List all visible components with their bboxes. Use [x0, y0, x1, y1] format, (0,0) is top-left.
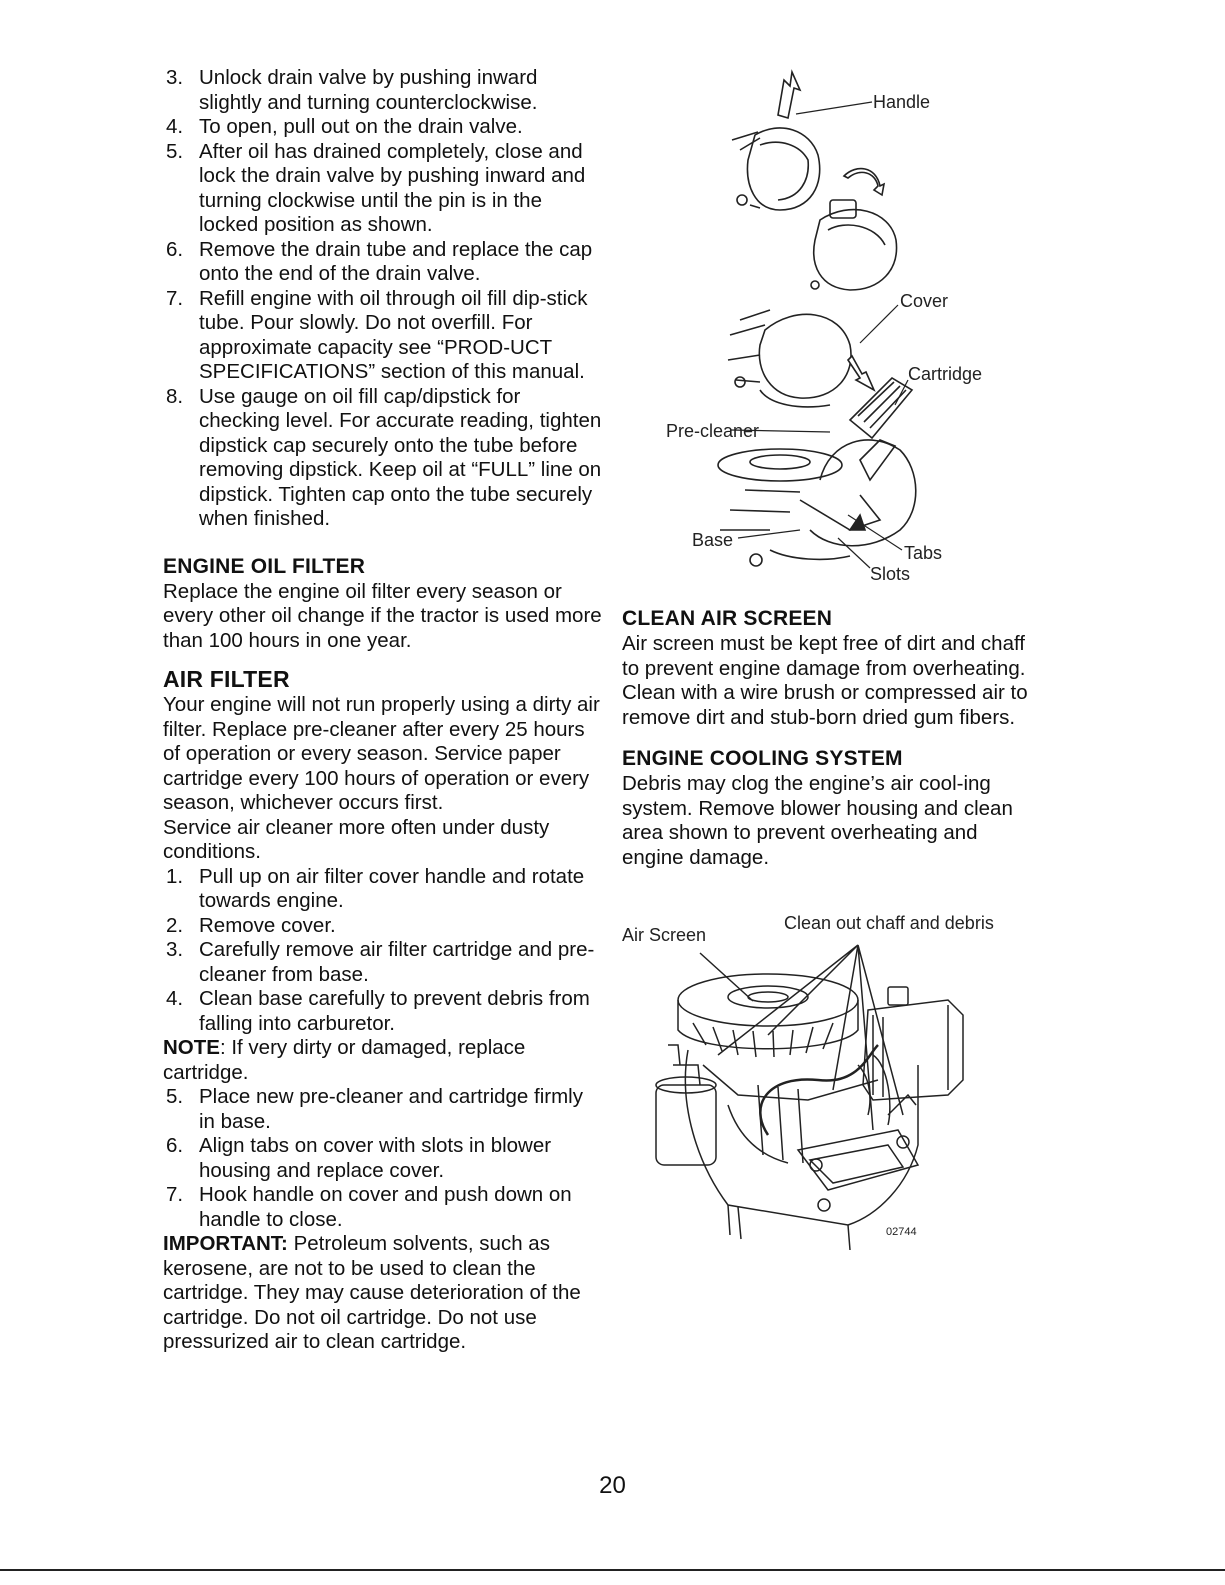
base-label: Base — [692, 530, 734, 550]
engine-oil-filter-text: Replace the engine oil filter every season or every other oil change if the tractor is used more than 100 hours in one year. — [163, 579, 602, 652]
clean-out-label: Clean out chaff and debris — [784, 913, 994, 933]
list-item: 1. Pull up on air filter cover handle and rotate towards engine. — [166, 864, 585, 912]
up-arrow-icon — [778, 72, 800, 118]
air-filter-exploded-diagram — [660, 60, 1020, 590]
engine-cooling-text: Debris may clog the engine’s air cool-ing system. Remove blower housing and clean area shown to prevent overheating and engine damage. — [622, 772, 1013, 869]
list-item: 3. Unlock drain valve by pushing inward slightly and turning counterclockwise. — [166, 66, 538, 114]
page-number: 20 — [599, 1472, 626, 1499]
slots-label: Slots — [870, 564, 911, 584]
engine-oil-filter-heading: ENGINE OIL FILTER — [163, 554, 366, 578]
air-screen-label: Air Screen — [622, 925, 707, 945]
list-item: 5. After oil has drained completely, close and lock the drain valve by pushing inward and turning clockwise until the pin is in the locked position as shown. — [166, 139, 586, 236]
down-arrow-icon — [848, 356, 874, 390]
engine-cooling-heading: ENGINE COOLING SYSTEM — [622, 747, 903, 770]
air-filter-steps — [163, 865, 603, 1037]
slots-leader-line — [838, 538, 870, 568]
pre-cleaner-label: Pre-cleaner — [666, 421, 760, 441]
note-label: NOTE — [163, 1036, 220, 1059]
list-item: 7. Hook handle on cover and push down on handle to close. — [166, 1183, 572, 1231]
list-item: 4. Clean base carefully to prevent debris from falling into carburetor. — [166, 987, 590, 1035]
handle-leader-line — [796, 102, 872, 114]
cartridge-label: Cartridge — [908, 364, 983, 384]
air-filter-steps-continued — [163, 1085, 603, 1232]
clean-air-screen-text: Air screen must be kept free of dirt and chaff to prevent engine damage from overheating. Clean with a wire brush or compressed air to remove dirt and stub-born dried gum fibers. — [622, 632, 1028, 729]
list-item: 8. Use gauge on oil fill cap/dipstick for checking level. For accurate reading, tighten dipstick cap securely onto the tube before removing dipstick. Keep oil at “FULL” line on dipstick. Tighten cap onto the tube securely when finished. — [166, 384, 602, 530]
list-item: 6. Align tabs on cover with slots in blower housing and replace cover. — [166, 1134, 552, 1182]
air-filter-intro-2: Service air cleaner more often under dusty conditions. — [163, 815, 550, 863]
list-item: 5. Place new pre-cleaner and cartridge firmly in base. — [166, 1085, 583, 1133]
air-filter-heading: AIR FILTER — [163, 666, 290, 692]
list-item: 6. Remove the drain tube and replace the cap onto the end of the drain valve. — [166, 237, 593, 285]
right-column — [622, 606, 1042, 870]
note-paragraph: NOTE: If very dirty or damaged, replace cartridge. — [163, 1036, 526, 1084]
cover-leader-line — [860, 305, 898, 343]
engine-cooling-diagram — [618, 905, 1028, 1255]
handle-label: Handle — [873, 92, 931, 112]
list-item: 7. Refill engine with oil through oil fill dip-stick tube. Pour slowly. Do not overfill. For approximate capacity see “PROD-UCT SPECIFICATIONS” section of this manual. — [166, 286, 588, 383]
base-leader-line — [738, 530, 800, 538]
clean-air-screen-heading: CLEAN AIR SCREEN — [622, 607, 833, 630]
list-item: 4. To open, pull out on the drain valve. — [166, 115, 523, 138]
list-item: 2. Remove cover. — [166, 913, 336, 937]
part-number: 02744 — [886, 1226, 917, 1238]
important-paragraph: IMPORTANT: Petroleum solvents, such as kerosene, are not to be used to clean the cartridge. They may cause deterioration of the cartridge. Do not oil cartridge. Do not use pressurized air to clean cartridge. — [163, 1232, 581, 1353]
tabs-leader-line — [848, 515, 902, 550]
air-filter-intro: Your engine will not run properly using a dirty air filter. Replace pre-cleaner after every 25 hours of operation or every season. Service paper cartridge every 100 hours of operation or every season, whichever occurs first. — [163, 693, 600, 814]
oil-change-steps — [163, 66, 603, 532]
important-label: IMPORTANT: — [163, 1232, 288, 1255]
bottom-rule — [0, 1569, 1225, 1571]
left-column — [163, 66, 603, 1355]
cover-label: Cover — [900, 291, 949, 311]
rotate-arrow-icon — [844, 169, 884, 195]
tabs-label: Tabs — [904, 543, 943, 563]
list-item: 3. Carefully remove air filter cartridge and pre-cleaner from base. — [166, 938, 595, 986]
